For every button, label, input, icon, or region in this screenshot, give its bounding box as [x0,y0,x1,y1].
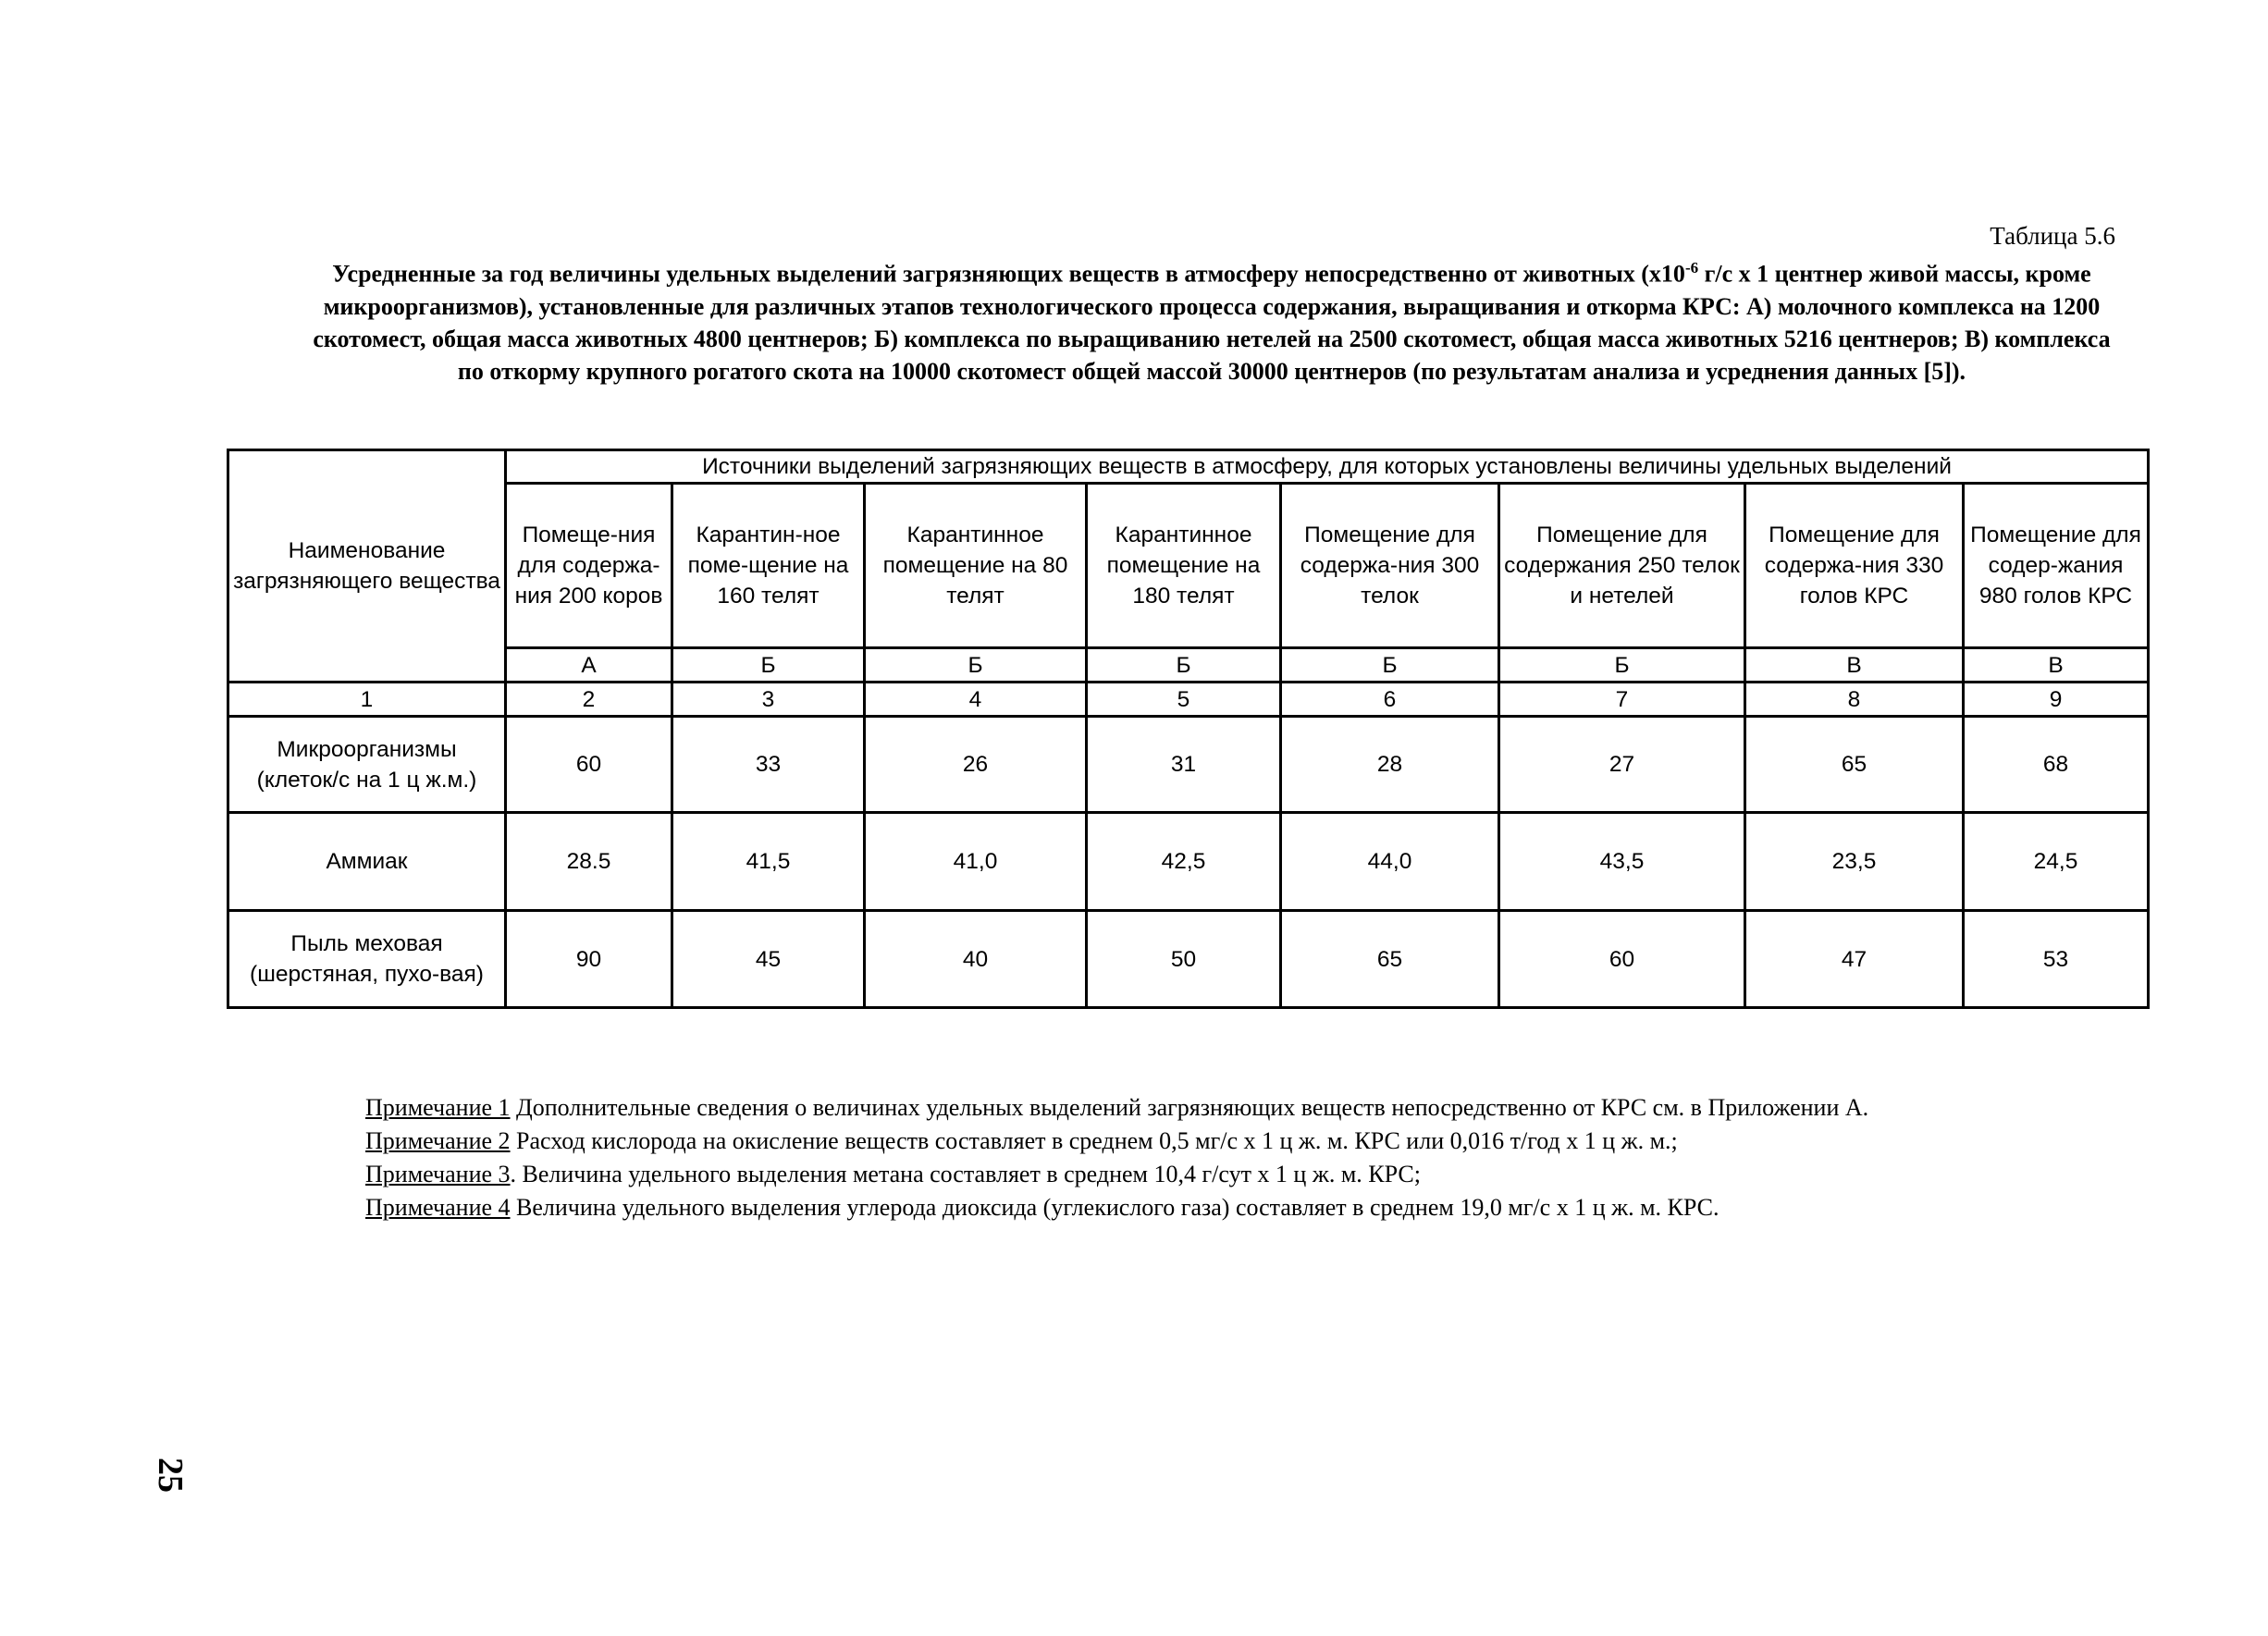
substance-name: Пыль меховая (шерстяная, пухо-вая) [228,911,506,1008]
source-header: Помеще-ния для содержа-ния 200 коров [506,484,672,648]
table-cell: 33 [672,717,865,813]
notes [365,1091,2123,1224]
note [365,1091,2123,1125]
source-header: Карантин-ное поме-щение на 160 телят [672,484,865,648]
table-cell: 45 [672,911,865,1008]
table-cell: 44,0 [1281,813,1499,911]
column-number: 1 [228,683,506,717]
complex-code: В [1964,648,2149,683]
substance-name: Аммиак [228,813,506,911]
page-number: 25 [151,1458,190,1493]
table-caption [305,252,2118,387]
emissions-table [227,449,2150,1009]
source-header: Карантинное помещение на 180 телят [1087,484,1281,648]
complex-code: Б [672,648,865,683]
table-cell: 43,5 [1499,813,1745,911]
note [365,1191,2123,1224]
column-number: 5 [1087,683,1281,717]
complex-code: Б [1087,648,1281,683]
table-cell: 53 [1964,911,2149,1008]
column-number: 4 [865,683,1087,717]
note-text: Величина удельного выделения углерода диоксида (углекислого газа) составляет в среднем 19,0 мг/с х 1 ц ж. м. КРС. [510,1194,1719,1221]
column-number-row [228,683,2149,717]
table-cell: 60 [1499,911,1745,1008]
note-text: Дополнительные сведения о величинах удельных выделений загрязняющих веществ непосредственно от КРС см. в Приложении А. [510,1094,1869,1121]
source-header: Помещение для содержа-ния 300 телок [1281,484,1499,648]
note [365,1125,2123,1158]
table-row [228,911,2149,1008]
table-cell: 50 [1087,911,1281,1008]
column-number: 8 [1745,683,1964,717]
column-number: 2 [506,683,672,717]
table-cell: 26 [865,717,1087,813]
source-header: Помещение для содержания 250 телок и нетелей [1499,484,1745,648]
table-cell: 31 [1087,717,1281,813]
column-number: 9 [1964,683,2149,717]
table-cell: 40 [865,911,1087,1008]
source-header: Помещение для содер-жания 980 голов КРС [1964,484,2149,648]
table-cell: 90 [506,911,672,1008]
table-cell: 24,5 [1964,813,2149,911]
table-cell: 42,5 [1087,813,1281,911]
table-cell: 41,5 [672,813,865,911]
table-cell: 60 [506,717,672,813]
caption-text-end: г/с х 1 центнер живой массы, кроме микроорганизмов), установленные для различных этапов технологического процесса содержания, выращивания и откорма КРС: А) молочного комплекса на 1200 скотомест, общая масса животных 4800 центнеров; Б) комплекса по выращиванию нетелей на 2500 скотомест, общая масса животных 5216 центнеров; В) комплекса по откорму крупного рогатого скота на 10000 скотомест общей массой 30000 центнеров (по результатам анализа и усреднения данных [5]). [313,260,2111,385]
table-cell: 47 [1745,911,1964,1008]
caption-text-start: Усредненные за год величины удельных выделений загрязняющих веществ в атмосферу непосредственно от животных (х10 [332,260,1685,288]
note-label: Примечание 2 [365,1127,511,1154]
caption-exponent: -6 [1684,259,1699,277]
table-cell: 65 [1745,717,1964,813]
column-number: 7 [1499,683,1745,717]
source-header: Карантинное помещение на 80 телят [865,484,1087,648]
table-cell: 27 [1499,717,1745,813]
substance-name-header: Наименование загрязняющего вещества [228,450,506,683]
note-text: . Величина удельного выделения метана составляет в среднем 10,4 г/сут х 1 ц ж. м. КРС; [510,1161,1421,1187]
complex-code: А [506,648,672,683]
complex-code: Б [1499,648,1745,683]
note-label: Примечание 3 [365,1161,511,1187]
column-number: 3 [672,683,865,717]
source-header: Помещение для содержа-ния 330 голов КРС [1745,484,1964,648]
substance-name: Микроорганизмы (клеток/с на 1 ц ж.м.) [228,717,506,813]
column-number: 6 [1281,683,1499,717]
table-cell: 28.5 [506,813,672,911]
table-row [228,813,2149,911]
table-cell: 28 [1281,717,1499,813]
complex-code: Б [865,648,1087,683]
table-cell: 65 [1281,911,1499,1008]
table-cell: 23,5 [1745,813,1964,911]
table-row [228,717,2149,813]
table-cell: 68 [1964,717,2149,813]
note-text: Расход кислорода на окисление веществ составляет в среднем 0,5 мг/с х 1 ц ж. м. КРС или 0,016 т/год х 1 ц ж. м.; [510,1127,1678,1154]
complex-code: В [1745,648,1964,683]
note [365,1158,2123,1191]
note-label: Примечание 4 [365,1194,511,1221]
note-label: Примечание 1 [365,1094,511,1121]
table-cell: 41,0 [865,813,1087,911]
sources-group-header: Источники выделений загрязняющих веществ в атмосферу, для которых установлены величины удельных выделений [506,450,2149,484]
table-label: Таблица 5.6 [1990,222,2115,250]
complex-code: Б [1281,648,1499,683]
